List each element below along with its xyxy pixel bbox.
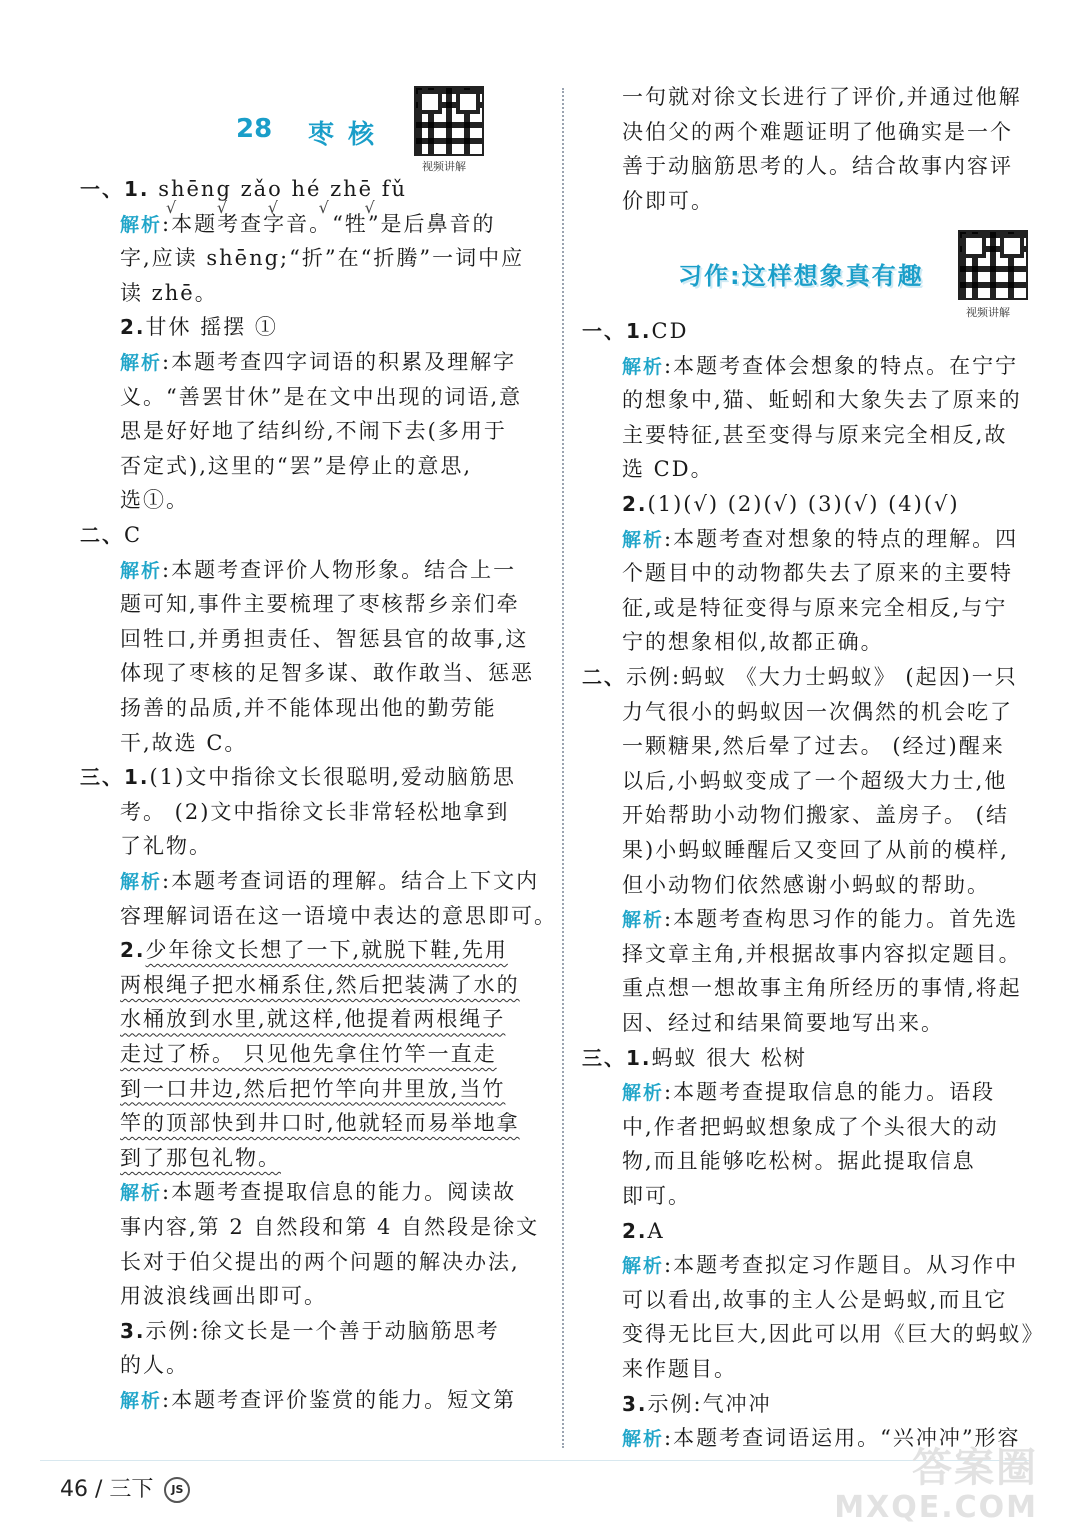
line-text: 的想象中,猫、蚯蚓和大象失去了原来的	[622, 388, 1022, 413]
text-line	[582, 764, 1007, 798]
analysis-label: 解析	[622, 909, 665, 932]
line-text: 示例:气冲冲	[647, 1391, 772, 1416]
text-line	[80, 1141, 281, 1175]
line-text: 变得无比巨大,因此可以用《巨大的蚂蚁》	[622, 1322, 1045, 1347]
line-text: 容理解词语在这一语境中表达的意思即可。	[120, 903, 557, 928]
text-line	[80, 864, 539, 899]
text-line	[80, 1037, 497, 1071]
line-text: :本题考查评价人物形象。结合上一	[162, 557, 517, 582]
text-line	[582, 314, 688, 348]
line-text: 回牲口,并勇担责任、智惩县官的故事,这	[120, 626, 529, 651]
line-text: 宁的想象相似,故都正确。	[622, 630, 884, 655]
text-line	[80, 622, 528, 656]
text-line	[582, 1075, 995, 1110]
analysis-label: 解析	[120, 559, 163, 582]
text-line	[582, 1248, 1018, 1283]
text-line	[582, 1214, 665, 1248]
text-line	[80, 1210, 539, 1244]
text-line	[80, 483, 189, 517]
page-sep: /	[95, 1477, 103, 1502]
line-text: 长对于伯父提出的两个问题的解决办法,	[120, 1249, 520, 1274]
text-line	[80, 795, 509, 829]
line-text: 示例:蚂蚁 《大力士蚂蚁》 (起因)一只	[626, 665, 1018, 689]
text-line	[582, 1283, 1007, 1317]
text-line	[582, 868, 990, 902]
edition-badge: JS	[164, 1477, 190, 1503]
line-text: 蚂蚁 很大 松树	[651, 1045, 807, 1070]
line-text: 义。“善罢甘休”是在文中出现的词语,意	[120, 384, 523, 409]
analysis-label: 解析	[622, 528, 665, 551]
line-text: 选 CD。	[622, 457, 714, 482]
line-text: A	[647, 1218, 665, 1243]
text-line	[582, 1144, 976, 1178]
line-text: 一颗糖果,然后晕了过去。 (经过)醒来	[622, 734, 1005, 759]
line-text: 干,故选 C。	[120, 730, 248, 755]
question-number: 2.	[120, 315, 146, 340]
line-text: shēng zǎo hé zhē fǔ	[149, 177, 408, 201]
line-text: :本题考查体会想象的特点。在宁宁	[664, 353, 1019, 378]
line-text: 即可。	[622, 1184, 691, 1208]
text-line	[582, 418, 1007, 452]
wavy-underlined-text: 两根绳子把水桶系住,然后把装满了水的	[120, 972, 520, 997]
text-line	[582, 625, 884, 659]
line-text: 扬善的品质,并不能体现出他的勤劳能	[120, 696, 497, 720]
line-text: :本题考查拟定习作题目。从习作中	[664, 1253, 1019, 1278]
text-line	[582, 1179, 691, 1213]
line-text: 以后,小蚂蚁变成了一个超级大力士,他	[622, 768, 1008, 793]
line-text: 来作题目。	[622, 1357, 737, 1381]
line-text: 果)小蚂蚁睡醒后又变回了从前的模样,	[622, 838, 1009, 862]
line-text: 事内容,第 2 自然段和第 4 自然段是徐文	[120, 1215, 540, 1239]
text-line	[582, 1041, 807, 1075]
text-line	[80, 449, 472, 483]
text-line	[582, 452, 714, 486]
text-line	[582, 1110, 999, 1144]
analysis-label: 解析	[120, 871, 163, 893]
text-line	[80, 656, 534, 690]
text-line	[80, 899, 557, 933]
analysis-label: 解析	[120, 1182, 163, 1205]
text-line	[582, 487, 960, 521]
text-line	[582, 729, 1005, 763]
text-line	[80, 1383, 516, 1418]
question-number: 2.	[120, 938, 146, 963]
line-text: 体现了枣核的足智多谋、敢作敢当、惩恶	[120, 661, 534, 686]
line-text: 甘休 摇摆 ①	[145, 315, 278, 340]
question-number: 1.	[124, 177, 150, 201]
text-line	[80, 310, 278, 344]
line-text: 开始帮助小动物们搬家、盖房子。 (结	[622, 803, 1009, 828]
text-line	[80, 933, 508, 967]
watermark-line1: 答案圈	[912, 1445, 1038, 1491]
text-line	[582, 1352, 737, 1386]
qr-code-icon[interactable]	[958, 230, 1028, 300]
line-text: CD	[651, 319, 689, 343]
line-text: 思是好好地了结纠纷,不闹下去(多用于	[120, 419, 507, 444]
line-text: :本题考查提取信息的能力。阅读故	[162, 1180, 517, 1205]
writing-title: 习作:这样想象真有趣	[678, 262, 924, 290]
qr-label: 视频讲解	[422, 160, 466, 173]
text-line	[80, 1072, 505, 1106]
analysis-label: 解析	[622, 1428, 665, 1451]
text-line	[582, 937, 1022, 971]
line-text: (1)(√) (2)(√) (3)(√) (4)(√)	[647, 492, 960, 516]
text-line: 决伯父的两个难题证明了他确实是一个	[622, 119, 1013, 144]
text-line	[80, 691, 497, 725]
page-number: 46	[60, 1477, 88, 1502]
line-text: 否定式),这里的“罢”是停止的意思,	[120, 453, 473, 478]
line-text: 个题目中的动物都失去了原来的主要特	[622, 561, 1013, 586]
text-line	[80, 553, 516, 588]
section-marker: 一、	[80, 177, 124, 201]
text-line	[80, 1175, 516, 1210]
question-number: 1.	[626, 319, 652, 343]
text-line	[582, 1317, 1045, 1351]
line-text: :本题考查词语运用。“兴冲冲”形容	[664, 1426, 1021, 1451]
question-number: 3.	[120, 1318, 146, 1343]
line-text: 用波浪线画出即可。	[120, 1284, 327, 1309]
line-text: 重点想一想故事主角所经历的事情,将起	[622, 976, 1022, 1001]
text-line	[80, 518, 142, 552]
lesson-name: 枣核	[308, 120, 389, 150]
analysis-label: 解析	[120, 1390, 163, 1412]
text-line	[80, 380, 522, 414]
qr-code-icon[interactable]	[414, 86, 484, 156]
text-line	[582, 591, 1007, 625]
text-line	[80, 760, 516, 794]
text-line	[80, 726, 247, 760]
text-line	[80, 345, 516, 380]
text-line	[80, 1279, 327, 1313]
line-text: 选①。	[120, 488, 189, 513]
watermark	[834, 1445, 1038, 1528]
text-line	[582, 833, 1009, 867]
text-line	[80, 276, 218, 310]
line-text: :本题考查构思习作的能力。首先选	[664, 907, 1019, 932]
text-line	[80, 1314, 500, 1348]
text-line	[80, 414, 507, 448]
text-line	[80, 1245, 520, 1279]
line-text: 力气很小的蚂蚁因一次偶然的机会吃了	[622, 699, 1013, 724]
line-text: :本题考查提取信息的能力。语段	[664, 1080, 996, 1105]
text-line	[582, 1006, 944, 1040]
question-number: 3.	[622, 1391, 648, 1416]
section-marker: 三、	[582, 1045, 626, 1070]
text-line	[582, 971, 1022, 1005]
lesson-number: 28	[236, 114, 273, 144]
text-line	[582, 695, 1013, 729]
wavy-underlined-text: 到了那包礼物。	[120, 1145, 281, 1170]
question-number: 2.	[622, 1218, 648, 1243]
line-text: C	[124, 523, 143, 547]
analysis-label: 解析	[120, 352, 163, 374]
text-line	[582, 383, 1022, 417]
text-line	[582, 1387, 772, 1421]
question-number: 2.	[622, 492, 648, 516]
line-text: 可以看出,故事的主人公是蚂蚁,而且它	[622, 1287, 1008, 1312]
text-line: 价即可。	[622, 188, 714, 213]
line-text: 的人。	[120, 1353, 189, 1378]
section-marker: 二、	[582, 665, 626, 689]
text-line	[582, 798, 1009, 832]
tone-marks: √ √ √ √ √	[166, 198, 375, 217]
line-text: 主要特征,甚至变得与原来完全相反,故	[622, 422, 1008, 447]
line-text: :本题考查对想象的特点的理解。四	[664, 526, 1019, 551]
text-line	[80, 1348, 189, 1382]
line-text: 中,作者把蚂蚁想象成了个头很大的动	[622, 1114, 999, 1139]
text-line	[80, 1002, 505, 1036]
text-line	[80, 587, 520, 621]
analysis-label: 解析	[120, 213, 163, 236]
text-line	[80, 1106, 520, 1140]
text-line	[582, 349, 1018, 384]
line-text: 读 zhē。	[120, 280, 218, 305]
text-line: 一句就对徐文长进行了评价,并通过他解	[622, 85, 1022, 109]
line-text: :本题考查四字词语的积累及理解字	[162, 350, 517, 374]
line-text: (1)文中指徐文长很聪明,爱动脑筋思	[149, 765, 516, 790]
line-text: 因、经过和结果简要地写出来。	[622, 1011, 944, 1035]
line-text: :本题考查词语的理解。结合上下文内	[162, 869, 540, 893]
line-text: :本题考查字音。“牲”是后鼻音的	[162, 211, 496, 236]
watermark-line2: MXQE.COM	[834, 1490, 1038, 1525]
section-marker: 一、	[582, 319, 626, 343]
section-marker: 三、	[80, 765, 124, 790]
text-line	[582, 660, 1018, 694]
line-text: 物,而且能够吃松树。据此提取信息	[622, 1149, 976, 1174]
column-divider	[562, 88, 564, 1448]
text-line	[582, 902, 1018, 937]
analysis-label: 解析	[622, 355, 665, 378]
wavy-underlined-text: 到一口井边,然后把竹竿向井里放,当竹	[120, 1076, 506, 1101]
line-text: 考。 (2)文中指徐文长非常轻松地拿到	[120, 799, 510, 824]
section-marker: 二、	[80, 523, 124, 547]
qr-label: 视频讲解	[966, 306, 1010, 319]
line-text: :本题考查评价鉴赏的能力。短文第	[162, 1388, 517, 1412]
text-line: 善于动脑筋思考的人。结合故事内容评	[622, 154, 1013, 179]
text-line	[582, 522, 1018, 557]
text-line	[80, 968, 520, 1002]
analysis-label: 解析	[622, 1255, 665, 1278]
text-line	[582, 556, 1013, 590]
line-text: 字,应读 shēng;“折”在“折腾”一词中应	[120, 246, 525, 271]
line-text: 征,或是特征变得与原来完全相反,与宁	[622, 595, 1008, 620]
grade-label: 三下	[109, 1477, 154, 1502]
wavy-underlined-text: 走过了桥。 只见他先拿住竹竿一直走	[120, 1042, 497, 1066]
line-text: 题可知,事件主要梳理了枣核帮乡亲们牵	[120, 592, 520, 617]
wavy-underlined-text: 水桶放到水里,就这样,他提着两根绳子	[120, 1007, 506, 1032]
analysis-label: 解析	[622, 1082, 665, 1105]
wavy-underlined-text: 竿的顶部快到井口时,他就轻而易举地拿	[120, 1111, 520, 1136]
line-text: 了礼物。	[120, 834, 212, 859]
page-footer	[60, 1472, 190, 1503]
line-text: 择文章主角,并根据故事内容拟定题目。	[622, 941, 1022, 966]
text-line	[80, 241, 524, 275]
line-text: 示例:徐文长是一个善于动脑筋思考	[145, 1318, 500, 1343]
question-number: 1.	[124, 765, 150, 790]
wavy-underlined-text: 少年徐文长想了一下,就脱下鞋,先用	[145, 938, 508, 963]
line-text: 但小动物们依然感谢小蚂蚁的帮助。	[622, 872, 990, 897]
text-line	[80, 829, 212, 863]
question-number: 1.	[626, 1045, 652, 1070]
